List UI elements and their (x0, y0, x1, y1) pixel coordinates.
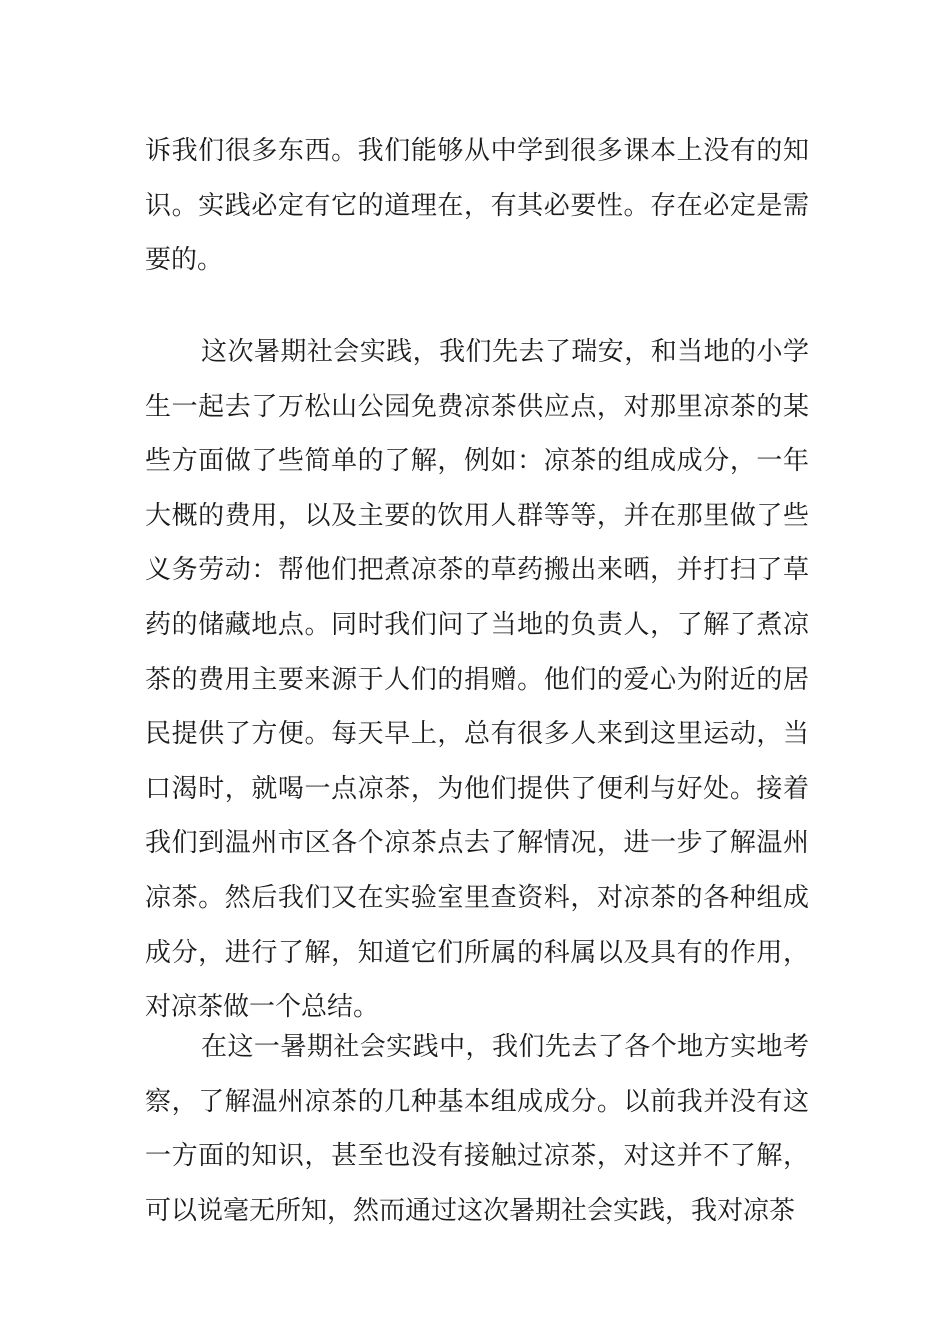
paragraph-text: 诉我们很多东西。我们能够从中学到很多课本上没有的知识。实践必定有它的道理在，有其必要性。存在必定是需要的。 (145, 136, 809, 276)
paragraph-text: 在这一暑期社会实践中，我们先去了各个地方实地考察，了解温州凉茶的几种基本组成成分。以前我并没有这一方面的知识，甚至也没有接触过凉茶，对这并不了解，可以说毫无所知，然而通过这次暑期社会实践，我对凉茶 (145, 1032, 809, 1226)
paragraph-continuation (145, 124, 809, 288)
paragraph-text: 这次暑期社会实践，我们先去了瑞安，和当地的小学生一起去了万松山公园免费凉茶供应点，对那里凉茶的某些方面做了些简单的了解，例如：凉茶的组成成分，一年大概的费用，以及主要的饮用人群等等，并在那里做了些义务劳动：帮他们把煮凉茶的草药搬出来晒，并打扫了草药的储藏地点。同时我们问了当地的负责人，了解了煮凉茶的费用主要来源于人们的捐赠。他们的爱心为附近的居民提供了方便。每天早上，总有很多人来到这里运动，当口渴时，就喝一点凉茶，为他们提供了便利与好处。接着我们到温州市区各个凉茶点去了解情况，进一步了解温州凉茶。然后我们又在实验室里查资料，对凉茶的各种组成成分，进行了解，知道它们所属的科属以及具有的作用，对凉茶做一个总结。 (145, 337, 809, 1023)
paragraph-reflection (145, 1020, 809, 1238)
paragraph-summer-practice (145, 325, 809, 1035)
